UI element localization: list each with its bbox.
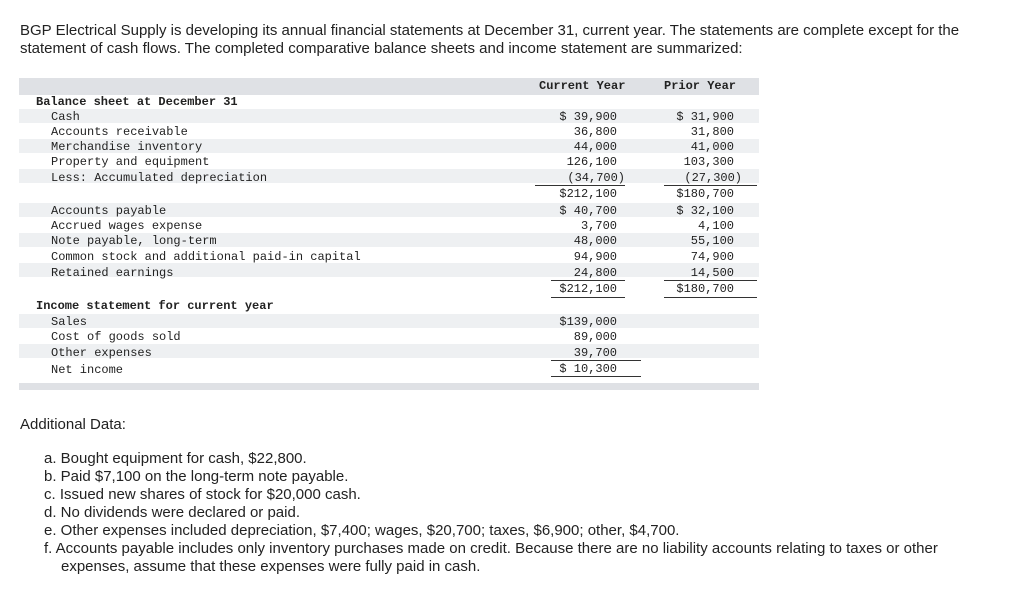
prior-value: 74,900	[690, 250, 734, 264]
row-label: Other expenses	[51, 346, 152, 360]
current-value: 126,100	[566, 155, 617, 169]
row-label: Net income	[51, 363, 124, 377]
income-statement-heading: Income statement for current year	[36, 299, 274, 313]
prior-value: 103,300	[683, 155, 734, 169]
intro-paragraph: BGP Electrical Supply is developing its annual financial statements at December 31, current year. The statements are complete except for the statement of cash flows. The completed comparative balance sheets and income statement are summarized:	[20, 22, 960, 57]
current-value: 44,000	[573, 140, 617, 154]
prior-value: $ 32,100	[676, 204, 734, 218]
additional-data-title: Additional Data:	[20, 416, 126, 433]
current-value: 94,900	[573, 250, 617, 264]
additional-item: d. No dividends were declared or paid.	[44, 504, 300, 521]
additional-item: e. Other expenses included depreciation, $7,400; wages, $20,700; taxes, $6,900; other, $4,700.	[44, 522, 680, 539]
double-underline	[664, 297, 757, 298]
prior-value: $ 31,900	[676, 110, 734, 124]
current-value: $139,000	[559, 315, 617, 329]
additional-item: f. Accounts payable includes only inventory purchases made on credit. Because there are no liability accounts relating to taxes or other expenses, assume that these expenses were fully paid in cash.	[44, 540, 938, 575]
prior-value: 31,800	[690, 125, 734, 139]
total-assets-prior: $180,700	[676, 187, 734, 201]
row-label: Retained earnings	[51, 266, 174, 280]
additional-data-list	[44, 450, 1004, 576]
current-value: (34,700)	[567, 171, 625, 185]
subtotal-rule	[664, 185, 757, 186]
current-value: $ 40,700	[559, 204, 617, 218]
current-value: $ 39,900	[559, 110, 617, 124]
balance-sheet-heading: Balance sheet at December 31	[36, 95, 238, 109]
row-label: Cost of goods sold	[51, 330, 181, 344]
row-label: Sales	[51, 315, 88, 329]
column-header-current: Current Year	[539, 79, 626, 93]
prior-value: 55,100	[690, 234, 734, 248]
row-label: Accrued wages expense	[51, 219, 203, 233]
prior-value: 4,100	[697, 219, 734, 233]
current-value: 39,700	[573, 346, 617, 360]
subtotal-rule	[551, 280, 625, 281]
total-assets-current: $212,100	[559, 187, 617, 201]
total-liabilities-prior: $180,700	[676, 282, 734, 296]
current-value: 36,800	[573, 125, 617, 139]
column-header-prior: Prior Year	[664, 79, 737, 93]
subtotal-rule	[551, 360, 641, 361]
prior-value: 14,500	[690, 266, 734, 280]
prior-value: (27,300)	[684, 171, 742, 185]
row-label: Common stock and additional paid-in capital	[51, 250, 361, 264]
row-label: Property and equipment	[51, 155, 210, 169]
row-label: Note payable, long-term	[51, 234, 217, 248]
row-label: Less: Accumulated depreciation	[51, 171, 268, 185]
header-band	[19, 78, 759, 95]
stripe-band	[19, 109, 759, 123]
row-label: Cash	[51, 110, 80, 124]
subtotal-rule	[664, 280, 757, 281]
double-underline	[551, 376, 641, 377]
stripe-band	[19, 314, 759, 328]
row-label: Accounts payable	[51, 204, 167, 218]
current-value: $ 10,300	[559, 362, 617, 376]
current-value: 48,000	[573, 234, 617, 248]
additional-item: a. Bought equipment for cash, $22,800.	[44, 450, 307, 467]
double-underline	[551, 297, 625, 298]
row-label: Merchandise inventory	[51, 140, 203, 154]
current-value: 24,800	[573, 266, 617, 280]
additional-item: c. Issued new shares of stock for $20,000 cash.	[44, 486, 361, 503]
subtotal-rule	[535, 185, 625, 186]
additional-item: b. Paid $7,100 on the long-term note payable.	[44, 468, 349, 485]
current-value: 89,000	[573, 330, 617, 344]
financial-statements-table	[19, 78, 759, 390]
prior-value: 41,000	[690, 140, 734, 154]
footer-band	[19, 383, 759, 390]
row-label: Accounts receivable	[51, 125, 188, 139]
current-value: 3,700	[580, 219, 617, 233]
total-liabilities-current: $212,100	[559, 282, 617, 296]
